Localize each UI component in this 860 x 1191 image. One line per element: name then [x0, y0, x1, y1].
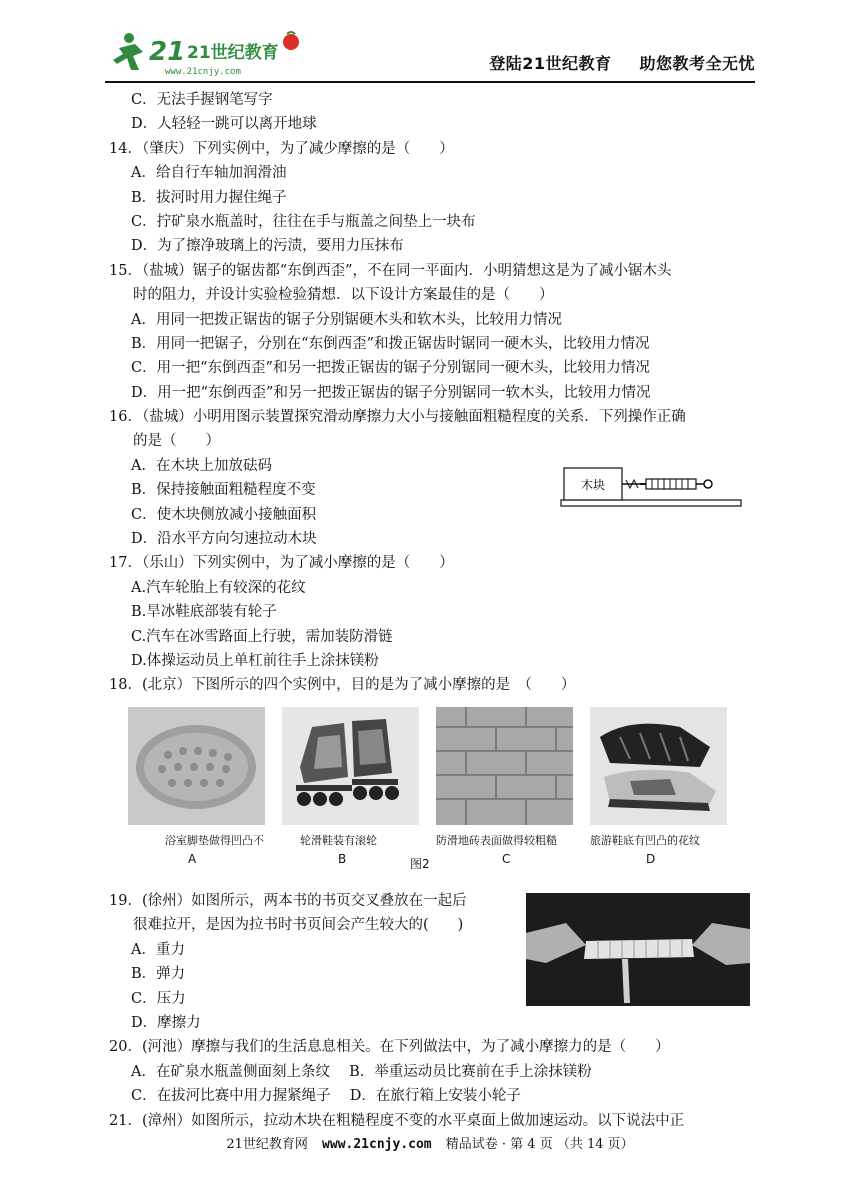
- question-19-stem-cont: 很难拉开，是因为拉书时书页间会产生较大的( ): [133, 917, 464, 934]
- caption-c: 防滑地砖表面做得较粗糙: [436, 834, 557, 847]
- footer-left: 21世纪教育网: [226, 1137, 308, 1152]
- option-line: D．沿水平方向匀速拉动木块: [131, 531, 317, 548]
- page-footer: [0, 1133, 860, 1152]
- svg-text:木块: 木块: [580, 478, 606, 492]
- question-15-stem: 15．（盐城）锯子的锯齿都“东倒西歪”，不在同一平面内．小明猜想这是为了减小锯木头: [109, 262, 672, 279]
- option-line: A.汽车轮胎上有较深的花纹: [131, 579, 306, 596]
- footer-page-info: 精品试卷 · 第 4 页 （共 14 页）: [445, 1137, 634, 1152]
- option-line: A．给自行车轴加润滑油: [131, 165, 287, 182]
- header-divider: [105, 81, 755, 83]
- option-line: C．压力: [131, 990, 186, 1007]
- interleaved-books-photo: [526, 893, 750, 1006]
- label-c: C: [502, 852, 511, 866]
- option-line: D．为了擦净玻璃上的污渍，要用力压抹布: [131, 238, 404, 255]
- caption-a: 浴室脚垫做得凹凸不: [165, 834, 264, 847]
- option-line: B．用同一把锯子，分别在“东倒西歪”和拨正锯齿时锯同一硬木头，比较用力情况: [131, 335, 650, 352]
- question-16-stem-cont: 的是（ ）: [133, 433, 220, 450]
- option-line: D．摩擦力: [131, 1014, 201, 1031]
- option-line: A．重力: [131, 941, 185, 958]
- block-spring-scale-figure: [560, 464, 742, 508]
- question-20-stem: 20．(河池）摩擦与我们的生活息息相关。在下列做法中，为了减小摩擦力的是（ ）: [109, 1039, 670, 1056]
- question-16-stem: 16．（盐城）小明用图示装置探究滑动摩擦力大小与接触面粗糙程度的关系．下列操作正确: [109, 409, 686, 426]
- svg-text:21: 21: [149, 37, 186, 67]
- question-14-stem: 14．（肇庆）下列实例中，为了减少摩擦的是（ ）: [109, 140, 454, 157]
- figure-label: 图2: [410, 857, 430, 871]
- figure-2-photos: [120, 705, 740, 873]
- option-line: C．在拔河比赛中用力握紧绳子 D．在旅行箱上安装小轮子: [131, 1088, 521, 1105]
- option-line: A．在木块上加放砝码: [131, 457, 272, 474]
- option-line: B．保持接触面粗糙程度不变: [131, 482, 316, 499]
- slogan-left: 登陆21世纪教育: [489, 54, 612, 73]
- question-17-stem: 17．（乐山）下列实例中，为了减小摩擦的是（ ）: [109, 555, 454, 572]
- option-line: D．用一把“东倒西歪”和另一把拨正锯齿的锯子分别锯同一软木头，比较用力情况: [131, 384, 651, 401]
- label-d: D: [646, 852, 656, 866]
- option-line: C．无法手握钢笔写字: [131, 92, 273, 108]
- page-header: [105, 28, 755, 80]
- option-line: A．在矿泉水瓶盖侧面刻上条纹 B．举重运动员比赛前在手上涂抹镁粉: [131, 1063, 592, 1080]
- option-line: C.汽车在冰雪路面上行驶，需加装防滑链: [131, 628, 393, 645]
- slogan-right: 助您教考全无忧: [639, 54, 755, 73]
- option-line: D.体操运动员上单杠前往手上涂抹镁粉: [131, 652, 379, 669]
- option-line: C．拧矿泉水瓶盖时，往往在手与瓶盖之间垫上一块布: [131, 213, 476, 230]
- svg-text:21世纪教育: 21世纪教育: [187, 43, 279, 63]
- 21cnjy-logo: [105, 30, 305, 78]
- bath-mat-photo: [128, 707, 265, 825]
- option-line: D．人轻轻一跳可以离开地球: [131, 116, 317, 133]
- question-15-stem-cont: 时的阻力，并设计实验检验猜想．以下设计方案最佳的是（ ）: [133, 287, 554, 304]
- option-line: B．弹力: [131, 966, 186, 983]
- question-21-stem: 21．(漳州）如图所示，拉动木块在粗糙程度不变的水平桌面上做加速运动。以下说法中正: [109, 1112, 685, 1129]
- caption-d: 旅游鞋底有凹凸的花纹: [590, 834, 700, 847]
- question-19-stem: 19．(徐州）如图所示，两本书的书页交叉叠放在一起后: [109, 893, 467, 909]
- label-a: A: [188, 852, 197, 866]
- caption-b: 轮滑鞋装有滚轮: [300, 834, 377, 847]
- option-line: B.旱冰鞋底部装有轮子: [131, 604, 277, 621]
- option-line: B．拔河时用力握住绳子: [131, 189, 287, 206]
- label-b: B: [338, 852, 347, 866]
- question-content: [109, 88, 759, 698]
- sneakers-photo: [590, 707, 727, 825]
- option-line: C．用一把“东倒西歪”和另一把拨正锯齿的锯子分别锯同一硬木头，比较用力情况: [131, 360, 650, 377]
- question-18-stem: 18．(北京）下图所示的四个实例中，目的是为了减小摩擦的是 （ ）: [109, 677, 576, 694]
- footer-site-link[interactable]: www.21cnjy.com: [322, 1137, 432, 1152]
- option-line: A．用同一把拨正锯齿的锯子分别锯硬木头和软木头，比较用力情况: [131, 311, 562, 328]
- svg-text:www.21cnjy.com: www.21cnjy.com: [165, 67, 241, 77]
- roller-skates-photo: [282, 707, 419, 825]
- option-line: C．使木块侧放减小接触面积: [131, 506, 317, 523]
- anti-slip-tile-photo: [436, 707, 573, 825]
- header-slogan: [461, 51, 755, 74]
